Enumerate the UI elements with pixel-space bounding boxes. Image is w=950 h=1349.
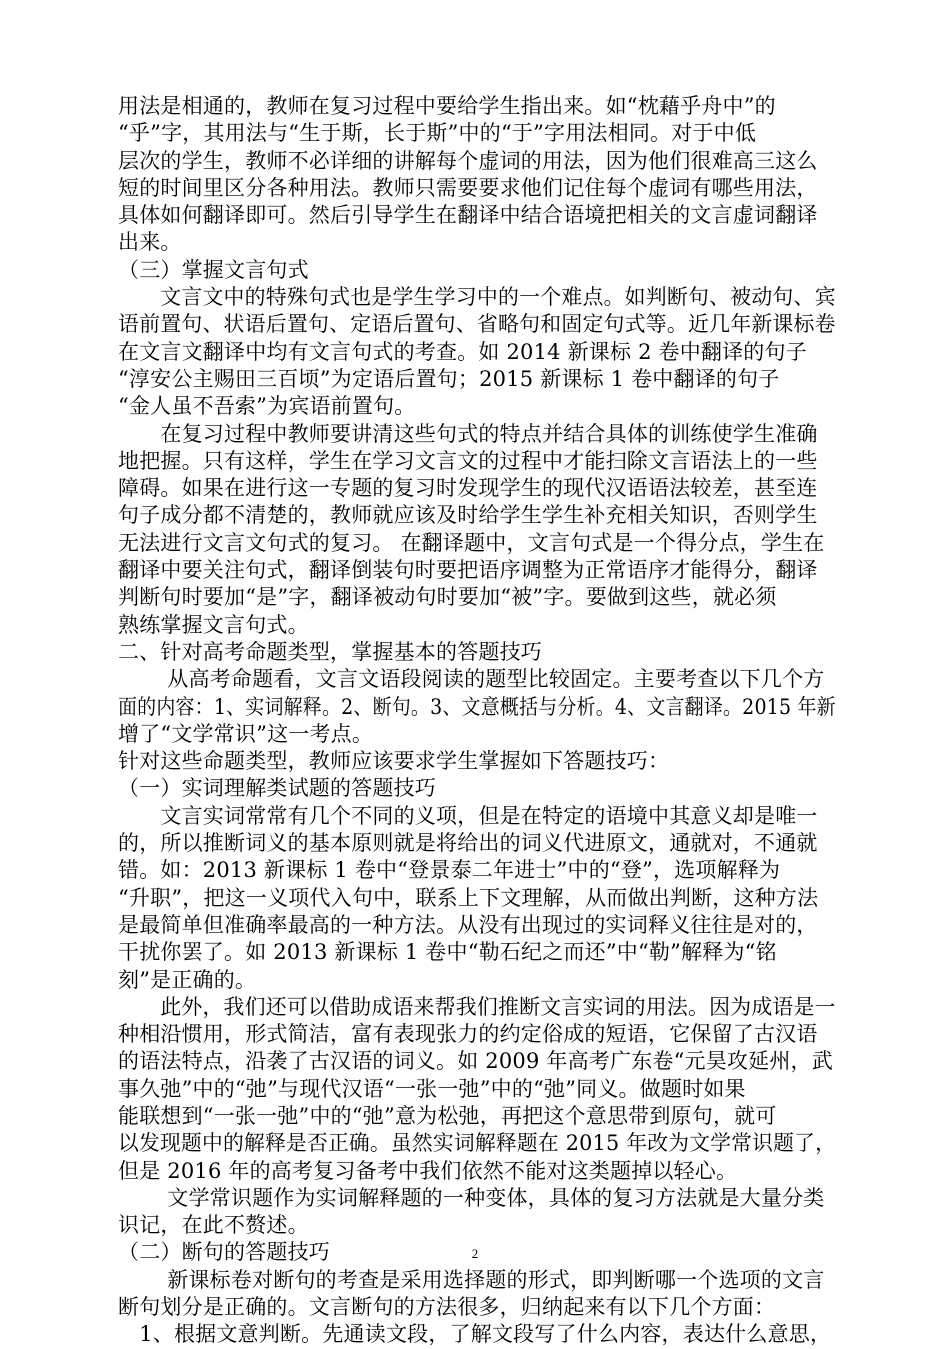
text-line: 障碍。如果在进行这一专题的复习时发现学生的现代汉语语法较差，甚至连 [118,476,818,501]
text-line: 针对这些命题类型，教师应该要求学生掌握如下答题技巧： [118,749,670,774]
text-line: 出来。 [118,230,182,255]
text-line: 无法进行文言文句式的复习。 在翻译题中，文言句式是一个得分点，学生在 [118,530,825,555]
text-line: 错。如：2013 新课标 1 卷中“登景泰二年进士”中的“登”，选项解释为 [118,858,781,883]
text-line: （二）断句的答题技巧 [118,1240,330,1265]
text-line: “淳安公主赐田三百顷”为定语后置句；2015 新课标 1 卷中翻译的句子 [118,366,780,391]
text-line: 此外，我们还可以借助成语来帮我们推断文言实词的用法。因为成语是一 [118,994,836,1019]
text-line: （一）实词理解类试题的答题技巧 [118,776,436,801]
text-line: 具体如何翻译即可。然后引导学生在翻译中结合语境把相关的文言虚词翻译 [118,203,818,228]
text-line: 文学常识题作为实词解释题的一种变体，具体的复习方法就是大量分类 [118,1185,825,1210]
text-line: “金人虽不吾索”为宾语前置句。 [118,394,416,419]
text-line: 短的时间里区分各种用法。教师只需要要求他们记住每个虚词有哪些用法， [118,175,818,200]
text-line: 以发现题中的解释是否正确。虽然实词解释题在 2015 年改为文学常识题了， [118,1131,837,1156]
text-line: （三）掌握文言句式 [118,257,309,282]
text-line: 用法是相通的，教师在复习过程中要给学生指出来。如“枕藉乎舟中”的 [118,94,776,118]
text-line: 刻”是正确的。 [118,967,257,992]
text-line: 新课标卷对断句的考查是采用选择题的形式，即判断哪一个选项的文言 [118,1267,825,1292]
text-line: 文言文中的特殊句式也是学生学习中的一个难点。如判断句、被动句、宾 [118,285,836,310]
text-line: 翻译中要关注句式，翻译倒装句时要把语序调整为正常语序才能得分，翻译 [118,558,818,583]
text-line: 是最简单但准确率最高的一种方法。从没有出现过的实词释义往往是对的， [118,912,818,937]
text-line: 文言实词常常有几个不同的义项，但是在特定的语境中其意义却是唯一 [118,803,818,828]
text-line: 地把握。只有这样，学生在学习文言文的过程中才能扫除文言语法上的一些 [118,448,818,473]
text-line: 面的内容：1、实词解释。2、断句。3、文意概括与分析。4、文言翻译。2015 年新 [118,694,836,719]
text-line: 但是 2016 年的高考复习备考中我们依然不能对这类题掉以轻心。 [118,1158,738,1183]
text-line: 熟练掌握文言句式。 [118,612,309,637]
text-line: 判断句时要加“是”字，翻译被动句时要加“被”字。要做到这些，就必须 [118,585,777,610]
text-line: 在复习过程中教师要讲清这些句式的特点并结合具体的训练使学生准确 [118,421,818,446]
text-line: “升职”，把这一义项代入句中，联系上下文理解，从而做出判断，这种方法 [118,885,819,910]
text-line: 能联想到“一张一弛”中的“弛”意为松弛，再把这个意思带到原句，就可 [118,1103,777,1128]
text-line: 在文言文翻译中均有文言句式的考查。如 2014 新课标 2 卷中翻译的句子 [118,339,807,364]
text-line: 干扰你罢了。如 2013 新课标 1 卷中“勒石纪之而还”中“勒”解释为“铭 [118,940,777,965]
text-line: 1、根据文意判断。先通读文段，了解文段写了什么内容，表达什么意思， [118,1322,832,1347]
text-line: 识记，在此不赘述。 [118,1213,309,1238]
text-line: 层次的学生，教师不必详细的讲解每个虚词的用法，因为他们很难高三这么 [118,148,818,173]
text-line: 从高考命题看，文言文语段阅读的题型比较固定。主要考查以下几个方 [118,667,825,692]
text-line: 语前置句、状语后置句、定语后置句、省略句和固定句式等。近几年新课标卷 [118,312,836,337]
text-line: 的语法特点，沿袭了古汉语的词义。如 2009 年高考广东卷“元昊攻延州，武 [118,1049,833,1074]
text-line: 增了“文学常识”这一考点。 [118,721,374,746]
text-line: 事久弛”中的“弛”与现代汉语“一张一弛”中的“弛”同义。做题时如果 [118,1076,746,1101]
text-line: 的，所以推断词义的基本原则就是将给出的词义代进原文，通就对，不通就 [118,831,818,856]
text-line: 种相沿惯用，形式简洁，富有表现张力的约定俗成的短语，它保留了古汉语 [118,1022,818,1047]
text-line: “乎”字，其用法与“生于斯，长于斯”中的“于”字用法相同。对于中低 [118,121,757,146]
text-line: 句子成分都不清楚的，教师就应该及时给学生学生补充相关知识，否则学生 [118,503,818,528]
page-number: 2 [471,1246,479,1261]
body-text [118,93,836,1349]
text-line: 二、针对高考命题类型，掌握基本的答题技巧 [118,639,542,664]
text-line: 断句划分是正确的。文言断句的方法很多，归纳起来有以下几个方面： [118,1295,776,1320]
